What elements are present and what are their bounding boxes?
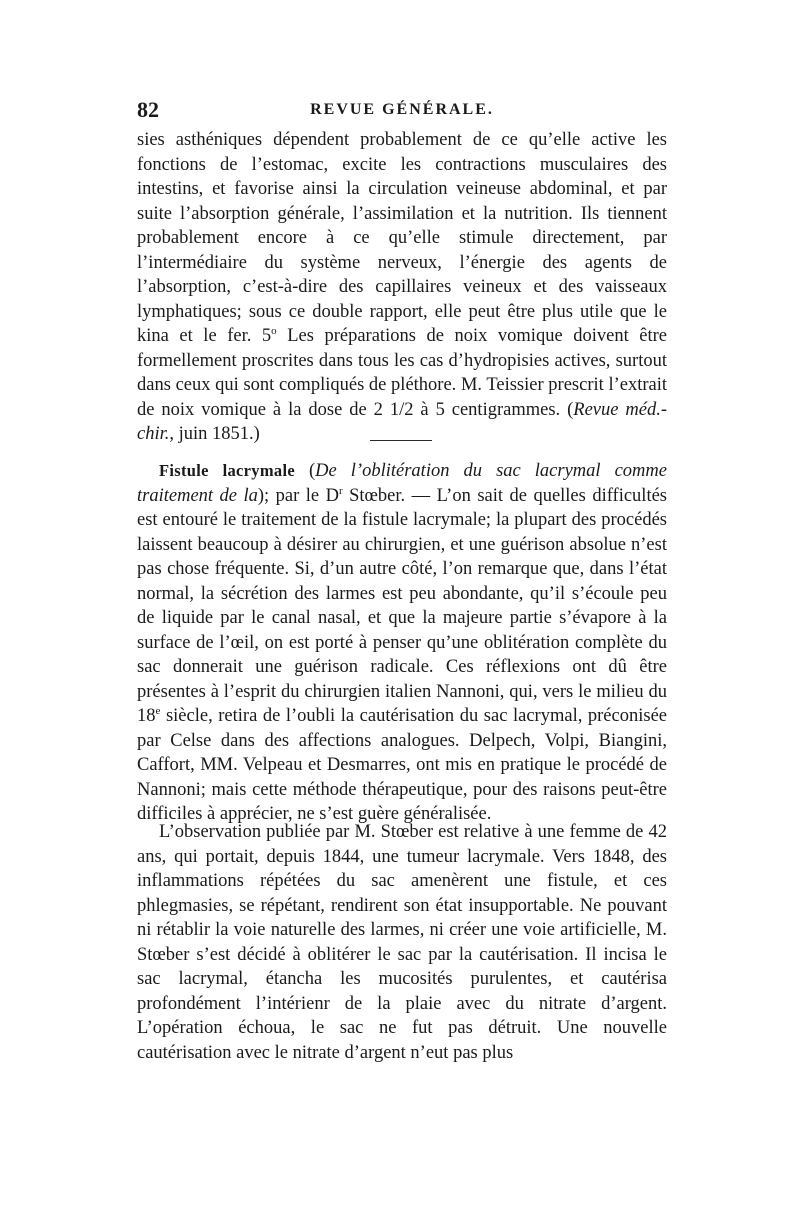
para1-text-before: sies asthéniques dépendent probablement de ce qu’elle active les fonctions de l’estomac, excite les contractions musculaires des intestins, et favorise ainsi la circulation veineuse abdominal, et par suite l’absorption générale, l’assimilation et la nutrition. Ils tiennent probablement encore à ce qu’elle stimule directement, par l’intermédiaire du système nerveux, l’énergie des agents de l’absorption, c’est-à-dire des capillaires veineux et des vaisseaux lymphatiques; sous ce double rapport, elle peut être plus utile que le kina et le fer. 5 bbox=[137, 130, 667, 346]
para2-text-before-century: Stœber. — L’on sait de quelles difficultés est entouré le traitement de la fistule lacrymale; la plupart des procédés laissent beaucoup à désirer au chirurgien, et une guérison absolue n’est pas chose fréquente. Si, d’un autre côté, l’on remarque que, dans l’état normal, la sécrétion des larmes est peu abondante, qu’il s’écoule peu de liquide par le canal nasal, et que la majeure partie s’évapore à la surface de l’œil, on est porté à penser qu’une oblitération complète du sac donnerait une guérison radicale. Ces réflexions ont dû être présentes à l’esprit du chirurgien italien Nannoni, qui, vers le milieu du 18 bbox=[137, 485, 667, 726]
doctor-superscript: r bbox=[338, 484, 343, 497]
running-head: REVUE GÉNÉRALE. bbox=[310, 101, 494, 118]
article-fistule bbox=[137, 459, 667, 827]
open-paren: ( bbox=[294, 461, 316, 481]
page-number: 82 bbox=[137, 97, 159, 122]
section-divider bbox=[370, 440, 432, 441]
article-rubric: Fistule lacrymale bbox=[159, 461, 295, 480]
para2-text-after-century: siècle, retira de l’oubli la cautérisation du sac lacrymal, préconisée par Celse dans des affections analogues. Delpech, Volpi, Biangini, Caffort, MM. Velpeau et Desmarres, ont mis en pratique le procédé de Nannoni; mais cette méthode thérapeutique, pour des raisons peut-être difficiles à apprécier, ne s’est guère généralisée. bbox=[137, 706, 667, 824]
source-citation: Revue méd.-chir. bbox=[137, 399, 668, 444]
article-title: De l’oblitération du sac lacrymal comme traitement de la bbox=[137, 461, 667, 506]
article-continuation bbox=[137, 128, 667, 447]
author-intro: ); par le D bbox=[257, 485, 339, 506]
para1-text-after-fraction: à 5 centigrammes. ( bbox=[413, 399, 574, 420]
paragraph-observation: L’observation publiée par M. Stœber est relative à une femme de 42 ans, qui portait, depuis 1844, une tumeur lacrymale. Vers 1848, des inflammations répétées du sac amenèrent une fistule, et ces phlegmasies, se répétant, rendirent son état insupportable. Ne pouvant ni rétablir la voie naturelle des larmes, ni créer une voie artificielle, M. Stœber s’est décidé à oblitérer le sac par la cautérisation. Il incisa le sac lacrymal, étancha les mucosités purulentes, et cautérisa profondément l’intérienr de la plaie avec du nitrate d’argent. L’opération échoua, le sac ne fut pas détruit. Une nouvelle cautérisation avec le nitrate d’argent n’eut pas plus bbox=[137, 822, 667, 1063]
ordinal-superscript: o bbox=[271, 325, 277, 337]
article-observation bbox=[137, 820, 667, 1065]
para1-text-mid: Les préparations de noix vomique doivent être formellement proscrites dans tous les cas d’hydropisies actives, surtout dans ceux qui sont compliqués de pléthore. M. Teissier prescrit l’extrait de noix vomique à la dose de 2 bbox=[137, 326, 667, 420]
paragraph-nux-vomica bbox=[137, 128, 667, 447]
paragraph-fistule-intro bbox=[137, 459, 667, 827]
source-date: , juin 1851.) bbox=[169, 424, 260, 444]
century-superscript: e bbox=[155, 705, 161, 717]
page-header bbox=[137, 97, 667, 127]
dose-fraction: 1/2 bbox=[389, 399, 414, 420]
